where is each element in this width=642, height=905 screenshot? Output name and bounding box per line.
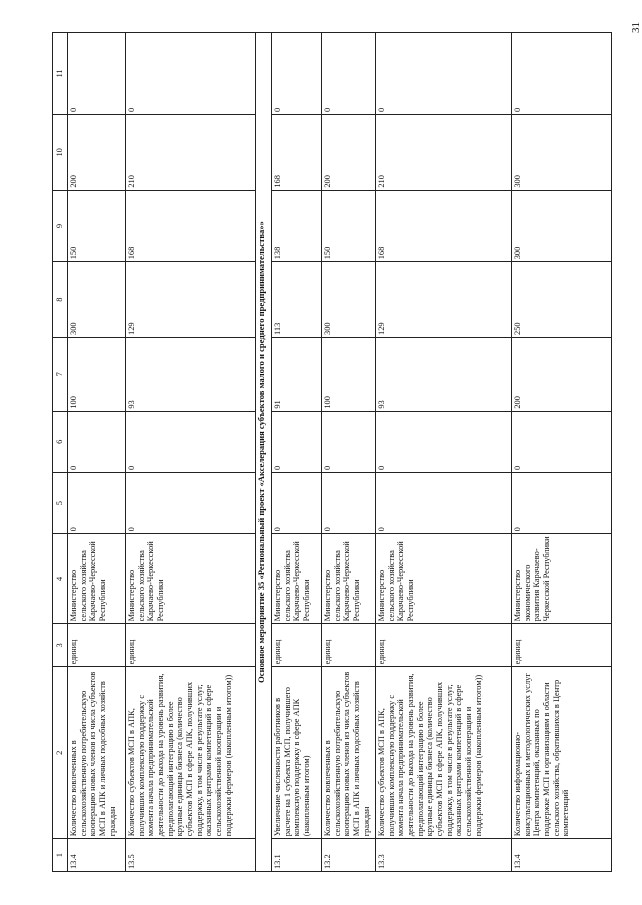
col-header-8: 8 [53,262,68,338]
row-value-11: 0 [322,33,376,115]
row-indicator: Количество субъектов МСП в АПК, получивших комплексную поддержку с момента начала предпринимательской деятельности до выхода на уровень развития, предполагающий интеграцию в более крупные единицы бизнеса (количество субъектов МСП в сфере АПК, получивших поддержку, в том числе в результате услуг, оказанных центрами компетенций в сфере сельскохозяйственной кооперации и поддержки фермеров (накопленным итогом)) [126,667,256,839]
row-executor: Министерство сельского хозяйства Карачаево-Черкесской Республики [322,534,376,624]
indicators-table [52,32,612,872]
row-value-5: 0 [126,473,256,534]
section-title: Основное мероприятие 35 «Региональный проект «Акселерация субъектов малого и среднего предпринимательства»» [256,33,272,872]
row-indicator: Количество вовлеченных в сельскохозяйственную потребительскую кооперацию новых членов из числа субъектов МСП в АПК и личных подсобных хозяйств граждан [68,667,126,839]
row-value-6: 0 [68,411,126,472]
row-value-11: 0 [376,33,512,115]
row-unit: единиц [68,624,126,667]
col-header-3: 3 [53,624,68,667]
row-code: 13.5 [126,839,256,872]
row-value-10: 200 [322,114,376,190]
row-value-5: 0 [376,473,512,534]
table-row [512,33,612,872]
table-row [68,33,126,872]
row-value-6: 0 [512,411,612,472]
page-number: 31 [630,22,642,33]
row-unit: единиц [376,624,512,667]
row-value-9: 138 [272,190,322,262]
rotated-table-container [52,32,612,872]
row-value-5: 0 [322,473,376,534]
row-unit: единиц [512,624,612,667]
row-value-8: 300 [322,262,376,338]
table-row [126,33,256,872]
row-unit: единиц [272,624,322,667]
row-code: 13.4 [512,839,612,872]
row-value-8: 250 [512,262,612,338]
row-value-6: 0 [376,411,512,472]
row-value-7: 91 [272,337,322,411]
row-value-7: 100 [68,337,126,411]
col-header-4: 4 [53,534,68,624]
row-value-6: 0 [272,411,322,472]
row-value-6: 0 [322,411,376,472]
row-indicator: Количество информационно-консультационных и методологических услуг Центра компетенций, оказанных по поддержке МСП и организациям в области сельского хозяйства, обратившихся в Центр компетенций [512,667,612,839]
col-header-1: 1 [53,839,68,872]
row-code: 13.3 [376,839,512,872]
row-value-9: 150 [322,190,376,262]
row-value-10: 210 [376,114,512,190]
row-executor: Министерство сельского хозяйства Карачаево-Черкесской Республики [126,534,256,624]
row-value-7: 93 [376,337,512,411]
row-value-8: 129 [126,262,256,338]
row-value-11: 0 [68,33,126,115]
table-row [322,33,376,872]
row-code: 13.4 [68,839,126,872]
col-header-10: 10 [53,114,68,190]
row-executor: Министерство экономического развития Карачаево-Черкесской Республики [512,534,612,624]
col-header-2: 2 [53,667,68,839]
row-value-5: 0 [68,473,126,534]
row-value-9: 168 [376,190,512,262]
row-indicator: Увеличение численности работников в расчете на 1 субъекта МСП, получившего комплексную поддержку в сфере АПК (накопленным итогом) [272,667,322,839]
row-value-10: 200 [68,114,126,190]
row-executor: Министерство сельского хозяйства Карачаево-Черкесской Республики [376,534,512,624]
row-value-7: 100 [322,337,376,411]
row-indicator: Количество вовлеченных в сельскохозяйственную потребительскую кооперацию новых членов из числа субъектов МСП в АПК и личных подсобных хозяйств граждан [322,667,376,839]
col-header-7: 7 [53,337,68,411]
row-value-5: 0 [272,473,322,534]
table-row [376,33,512,872]
row-code: 13.2 [322,839,376,872]
header-row [53,33,68,872]
col-header-5: 5 [53,473,68,534]
row-value-7: 200 [512,337,612,411]
row-executor: Министерство сельского хозяйства Карачаево-Черкесской Республики [272,534,322,624]
row-value-8: 113 [272,262,322,338]
col-header-9: 9 [53,190,68,262]
row-value-8: 300 [68,262,126,338]
row-value-9: 150 [68,190,126,262]
row-code: 13.1 [272,839,322,872]
col-header-11: 11 [53,33,68,115]
row-value-11: 0 [272,33,322,115]
row-indicator: Количество субъектов МСП в АПК, получивших комплексную поддержку с момента начала предпринимательской деятельности до выхода на уровень развития, предполагающий интеграцию в более крупные единицы бизнеса (количество субъектов МСП в сфере АПК, получивших поддержку, в том числе в результате услуг, оказанных центрами компетенций в сфере сельскохозяйственной кооперации и поддержки фермеров (накопленным итогом)) [376,667,512,839]
row-value-8: 129 [376,262,512,338]
row-value-11: 0 [512,33,612,115]
row-value-10: 168 [272,114,322,190]
section-heading-row [256,33,272,872]
row-value-10: 300 [512,114,612,190]
row-value-6: 0 [126,411,256,472]
row-unit: единиц [322,624,376,667]
col-header-6: 6 [53,411,68,472]
table-row [272,33,322,872]
row-executor: Министерство сельского хозяйства Карачаево-Черкесской Республики [68,534,126,624]
row-value-9: 300 [512,190,612,262]
row-unit: единиц [126,624,256,667]
row-value-5: 0 [512,473,612,534]
row-value-11: 0 [126,33,256,115]
row-value-10: 210 [126,114,256,190]
row-value-9: 168 [126,190,256,262]
row-value-7: 93 [126,337,256,411]
